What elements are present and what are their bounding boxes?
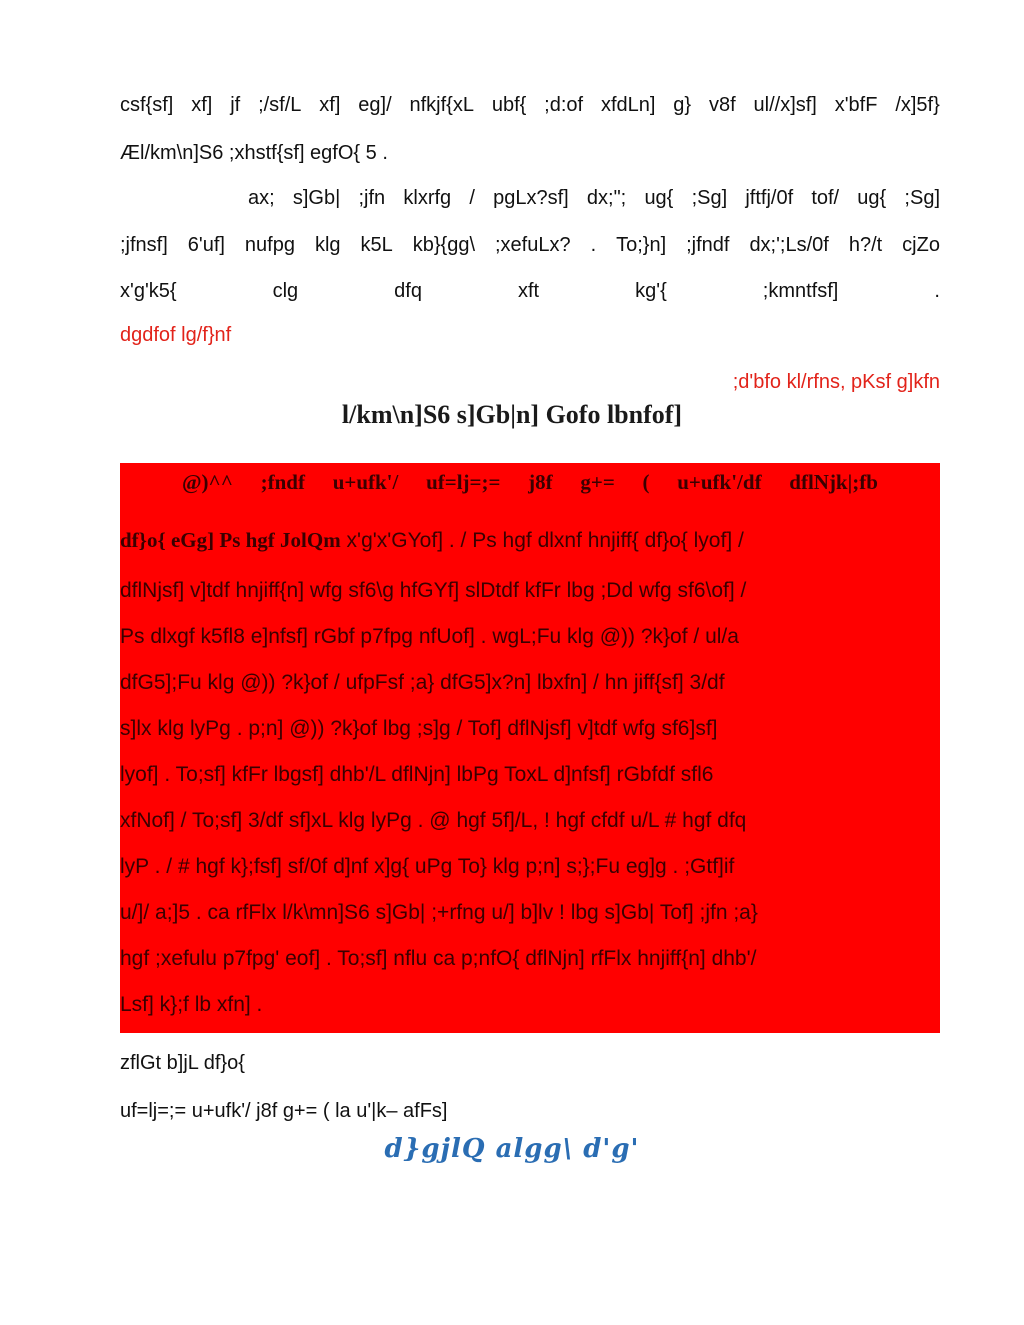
story-word: ( xyxy=(642,470,650,494)
story-word: @)^^ xyxy=(182,470,233,494)
intro-word: . xyxy=(934,280,940,302)
intro-word: ;Sg] xyxy=(691,187,728,209)
story-line: xfNof] / To;sf] 3/df sf]xL klg lyPg . @ hgf 5f]/L, ! hgf cfdf u/L # hgf dfq xyxy=(120,809,747,832)
story-text: x'g'x'GYof] . / Ps hgf dlxnf hnjiff{ df}o{ lyof] / xyxy=(340,529,744,552)
intro-word: v8f xyxy=(708,94,736,116)
intro-word: pgLx?sf] xyxy=(493,187,569,209)
intro-word: kg'{ xyxy=(635,280,667,302)
story-word: dflNjk|;fb xyxy=(789,470,878,494)
intro-word: xfdLn] xyxy=(600,94,656,116)
story-word: g+= xyxy=(580,470,615,494)
intro-line xyxy=(120,279,940,303)
intro-word: dx;';Ls/0f xyxy=(749,234,829,256)
intro-word: ;d:of xyxy=(544,94,584,116)
intro-word: jftfj/0f xyxy=(745,187,794,209)
story-word: j8f xyxy=(528,470,553,494)
story-line: Ps dlxgf k5fl8 e]nfsf] rGbf p7fpg nfUof] . wgL;Fu klg @)) ?k}of / ul/a xyxy=(120,625,739,648)
intro-word: ug{ xyxy=(857,187,887,209)
closing-address: uf=lj=;= u+ufk'/ j8f g+= ( la u'|k– afFs] xyxy=(120,1100,448,1122)
intro-word: nufpg xyxy=(244,234,295,256)
intro-word: ;jfndf xyxy=(686,234,730,256)
intro-line xyxy=(120,233,940,257)
intro-line xyxy=(120,93,940,117)
intro-word: 6'uf] xyxy=(187,234,225,256)
intro-word: g} xyxy=(673,94,692,116)
intro-word: klg xyxy=(314,234,341,256)
story-word: u+ufk'/df xyxy=(677,470,762,494)
story-line: dflNjsf] v]tdf hnjiff{n] wfg sf6\g hfGYf] slDtdf kfFr lbg ;Dd wfg sf6\of] / xyxy=(120,579,747,602)
intro-word: . xyxy=(590,234,597,256)
story-line: s]lx klg lyPg . p;n] @)) ?k}of lbg ;s]g / Tof] dflNjsf] v]tdf wfg sf6]sf] xyxy=(120,717,718,740)
intro-word: x'g'k5{ xyxy=(120,280,177,302)
story-word: uf=lj=;= xyxy=(426,470,501,494)
intro-word: To;}n] xyxy=(616,234,667,256)
attribution: ;d'bfo kl/rfns, pKsf g]kfn xyxy=(732,371,940,393)
story-line: u/]/ a;]5 . ca rfFlx l/k\mn]S6 s]Gb| ;+rfng u/] b]lv ! lbg s]Gb| Tof] ;jfn ;a} xyxy=(120,901,758,924)
intro-word: s]Gb| xyxy=(292,187,341,209)
story-word: ;fndf xyxy=(260,470,305,494)
story-line: lyP . / # hgf k};fsf] sf/0f d]nf x]g{ uPg To} klg p;n] s;};Fu eg]g . ;Gtf]if xyxy=(120,855,735,878)
intro-word: eg]/ xyxy=(358,94,392,116)
intro-word: / xyxy=(469,187,475,209)
intro-word: Æl/km\n]S6 ;xhstf{sf] egfO{ 5 . xyxy=(120,142,388,164)
story-line: hgf ;xefulu p7fpg' eof] . To;sf] nflu ca p;nfO{ dflNjn] rfFlx hnjiff{n] dhb'/ xyxy=(120,947,757,970)
intro-word: dx;"; xyxy=(586,187,627,209)
story-line: lyof] . To;sf] kfFr lbgsf] dhb'/L dflNjn] lbPg ToxL d]nfsf] rGbfdf sfl6 xyxy=(120,763,714,786)
intro-word: klxrfg xyxy=(403,187,452,209)
intro-word: clg xyxy=(272,280,299,302)
story-word: u+ufk'/ xyxy=(332,470,399,494)
intro-word: tof/ xyxy=(811,187,840,209)
intro-word: /x]5f} xyxy=(895,94,940,116)
intro-word: nfkjf{xL xyxy=(409,94,474,116)
signature: d}gjlQ algg\ d'g' xyxy=(384,1134,640,1164)
story-line: dfG5];Fu klg @)) ?k}of / ufpFsf ;a} dfG5]x?n] lbxfn] / hn jiff{sf] 3/df xyxy=(120,671,725,694)
intro-line xyxy=(120,141,940,165)
intro-word: jf xyxy=(230,94,241,116)
intro-word: h?/t xyxy=(848,234,883,256)
intro-word: ax; xyxy=(248,187,275,209)
intro-word: xft xyxy=(518,280,540,302)
intro-line xyxy=(120,323,940,347)
section-title: l/km\n]S6 s]Gb|n] Gofo lbnfof] xyxy=(341,400,683,429)
intro-word: x'bfF xyxy=(834,94,878,116)
intro-word: ul//x]sf] xyxy=(753,94,817,116)
intro-word: csf{sf] xyxy=(120,94,174,116)
intro-line xyxy=(248,186,940,210)
intro-word: ug{ xyxy=(644,187,674,209)
highlighted-story-block xyxy=(120,463,940,1033)
story-bold-text: df}o{ eGg] Ps hgf JolQm xyxy=(120,528,341,552)
intro-word: ;jfn xyxy=(358,187,386,209)
intro-word: ubf{ xyxy=(491,94,527,116)
intro-word: xf] xyxy=(191,94,213,116)
intro-word: cjZo xyxy=(902,234,940,256)
intro-word: kb}{gg\ xyxy=(412,234,476,256)
intro-word: ;xefuLx? xyxy=(494,234,571,256)
intro-word: xf] xyxy=(319,94,341,116)
story-line xyxy=(120,528,940,553)
intro-word: dgdfof lg/f}nf xyxy=(120,324,232,346)
intro-word: ;/sf/L xyxy=(258,94,302,116)
intro-word: ;Sg] xyxy=(904,187,940,209)
intro-word: ;kmntfsf] xyxy=(762,280,839,302)
intro-word: dfq xyxy=(394,280,422,302)
intro-word: ;jfnsf] xyxy=(120,234,168,256)
intro-word: k5L xyxy=(360,234,393,256)
story-line xyxy=(120,470,878,494)
story-line: Lsf] k};f lb xfn] . xyxy=(120,993,263,1016)
closing-name: zflGt b]jL df}o{ xyxy=(120,1052,245,1074)
